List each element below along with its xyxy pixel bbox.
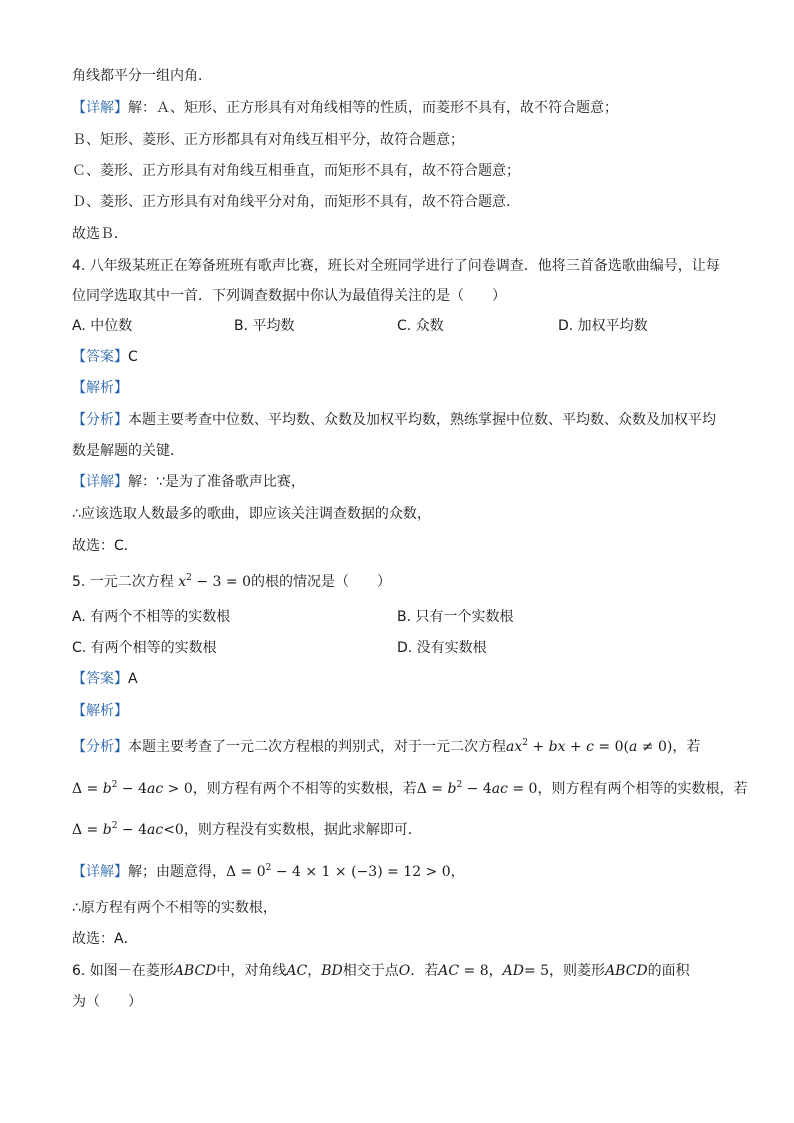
q4-fenxi-line2: 数是解题的关键． (72, 443, 184, 459)
detail-tag: 【详解】 (72, 100, 128, 116)
q6-ac-eq: AC = 8 (438, 963, 489, 979)
q6-text-2: 中，对角线 (216, 963, 287, 979)
q5-fenxi-line2 (72, 779, 747, 799)
q6-comma: ， (488, 963, 503, 979)
q5-option-d: D. 没有实数根 (397, 640, 487, 656)
q4-fenxi-text: 本题主要考查中位数、平均数、众数及加权平均数，熟练掌握中位数、平均数、众数及加权平均 (128, 412, 716, 428)
q6-text-3: 相交于点 (342, 963, 399, 979)
q3-option-c-line: Ｃ、菱形、正方形具有对角线互相垂直，而矩形不具有，故不符合题意； (72, 163, 520, 179)
q6-comma: ， (307, 963, 322, 979)
q5-choose-line: 故选：A． (72, 931, 138, 947)
q3-option-b-line: Ｂ、矩形、菱形、正方形都具有对角线互相平分，故符合题意； (72, 132, 464, 148)
q5-so-line: ∴原方程有两个不相等的实数根， (72, 900, 277, 916)
q5-answer-value: A (128, 671, 138, 687)
q6-text-4: ．若 (410, 963, 439, 979)
q5-suffix: 的根的情况是（ ） (250, 574, 391, 590)
q6-o: O (398, 963, 411, 979)
q4-question-line1: 4. 八年级某班正在筹备班班有歌声比赛，班长对全班同学进行了问卷调查．他将三首备选歌曲编号，让每 (72, 258, 720, 274)
q3-detail-text: 解：Ａ、矩形、正方形具有对角线相等的性质，而菱形不具有，故不符合题意； (128, 100, 618, 116)
q5-option-a: A. 有两个不相等的实数根 (72, 609, 231, 625)
q4-detail-line (72, 472, 305, 492)
q4-analysis-tag: 【解析】 (72, 380, 128, 396)
q5-discriminant-positive: $\Delta = b^2 - 4ac > 0$ (72, 780, 193, 797)
q4-detail-text: 解：∵是为了准备歌声比赛， (128, 474, 305, 490)
q4-option-d: D. 加权平均数 (558, 318, 648, 334)
q5-case-1: ，则方程有两个不相等的实数根，若 (192, 781, 417, 797)
q6-prefix: 6. 如图－在菱形 (72, 963, 174, 979)
q5-ruo: ，若 (672, 739, 701, 755)
q5-general-equation: $ax^2$ + bx + c = 0(a ≠ 0) (506, 738, 673, 755)
q5-case-2: ，则方程有两个相等的实数根，若 (537, 781, 748, 797)
q5-case-3: ，则方程没有实数根，据此求解即可． (183, 822, 422, 838)
q4-answer-value: C (128, 349, 138, 365)
q5-analysis-tag: 【解析】 (72, 703, 128, 719)
q5-detail-line (72, 862, 465, 882)
q4-fenxi-line1 (72, 410, 716, 430)
q4-option-a: A. 中位数 (72, 318, 133, 334)
answer-tag: 【答案】 (72, 349, 128, 365)
q6-text-6: 的面积 (647, 963, 690, 979)
q4-option-c: C. 众数 (397, 318, 444, 334)
q5-fenxi-line1 (72, 737, 700, 757)
fenxi-tag: 【分析】 (72, 739, 128, 755)
q5-option-b: B. 只有一个实数根 (397, 609, 514, 625)
q5-detail-text: 解；由题意得， (128, 864, 226, 880)
q5-fenxi-line3 (72, 820, 422, 840)
q5-equation: $x^2 - 3 = 0$ (178, 573, 251, 590)
q5-comma: ， (450, 864, 465, 880)
detail-tag: 【详解】 (72, 474, 128, 490)
q6-question-line1 (72, 961, 690, 981)
detail-tag: 【详解】 (72, 864, 128, 880)
answer-tag: 【答案】 (72, 671, 128, 687)
q6-ac: AC (286, 963, 308, 979)
q6-ad-eq: AD= 5 (502, 963, 550, 979)
q6-abcd: ABCD (605, 963, 648, 979)
q4-option-b: B. 平均数 (234, 318, 295, 334)
q5-discriminant-negative: $\Delta = b^2 - 4ac<0$ (72, 821, 184, 838)
q6-bd: BD (321, 963, 343, 979)
q4-choose-line: 故选：C． (72, 538, 138, 554)
q3-option-d-line: Ｄ、菱形、正方形具有对角线平分对角，而矩形不具有，故不符合题意． (72, 194, 520, 210)
q4-question-line2: 位同学选取其中一首．下列调查数据中你认为最值得关注的是（ ） (72, 288, 506, 304)
q6-question-line2: 为（ ） (72, 994, 142, 1010)
q5-fenxi-text: 本题主要考查了一元二次方程根的判别式，对于一元二次方程 (128, 739, 506, 755)
q6-abcd: ABCD (173, 963, 217, 979)
q5-question-line (72, 572, 391, 592)
q5-prefix: 5. 一元二次方程 (72, 574, 174, 590)
q4-so-line: ∴应该选取人数最多的歌曲，即应该关注调查数据的众数， (72, 506, 431, 522)
q5-discriminant-calc: $\Delta = 0^2 - 4 \times 1 \times (-3) = 12 > 0$ (226, 863, 451, 880)
q4-answer-line (72, 347, 138, 367)
q6-text-5: ，则菱形 (549, 963, 606, 979)
fenxi-tag: 【分析】 (72, 412, 128, 428)
q5-option-c: C. 有两个相等的实数根 (72, 640, 217, 656)
line-q3-tail: 角线都平分一组内角． (72, 68, 212, 84)
q5-discriminant-zero: $\Delta = b^2 - 4ac = 0$ (416, 780, 538, 797)
q3-detail-line (72, 98, 618, 118)
q3-choose-line: 故选Ｂ． (72, 226, 128, 242)
q5-answer-line (72, 669, 138, 689)
